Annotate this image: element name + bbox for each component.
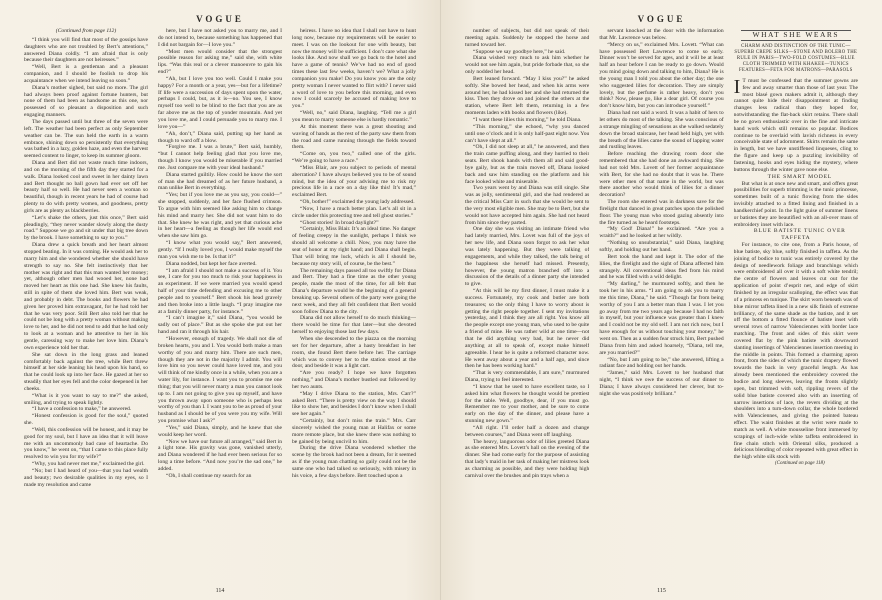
page-number: 115 [657,588,666,594]
paragraph: “Now, I have a much better plan. Let’s all sit in a circle under this protecting tree and tell ghost stories.” [292,205,416,219]
paragraph: “I have a confession to make,” he answered. [32,406,132,413]
column-3 [292,28,416,576]
column-1 [24,28,148,576]
paragraph: “My darling,” he murmured softly, and then he took her in his arms. “I am going to ask you to marry me this time, Diana,” he said. “Though far from being worthy of you I am a better man than I was. I let you go away from me two years ago because I had no faith in myself, but your influence was greater than I knew and I could not be my old self. I am not rich now, but I have enough for us without touching your money,” he went on. Then as a sudden fear struck him, Bert pushed Diana from him and asked hoarsely, “Diana, tell me, are you married?” [599,281,724,356]
paragraph: “Why, you had never met me,” exclaimed the girl. [32,461,145,468]
paragraph: “Mercy on us,” exclaimed Mrs. Lovett. “What can have possessed Bert Lawrence to come so early. Dinner won’t be served for ages, and it will be at least half an hour before I can be ready to go down. Would you mind going down and talking to him, Diana? He is the young man I told you about the other day; the one who suggested lilies for decoration. They are simply lovely, but the perfume is rather heavy, don’t you think? Now, please go, like a dear girl. Of course you don’t know him, but you can introduce yourself.” [599,41,724,110]
paragraph: “Forgive me. I was a brute,” Bert said, humbly, “but I cannot help feeling glad that you love me, though I know you would be miserable if you married me. Just compare me with your ideal husband.” [158,144,282,171]
text-columns [24,28,416,576]
paragraph: “Well, Bert is a gentleman and a pleasant companion, and I should be foolish to drop his acquaintance when we intend leaving so soon.” [24,64,148,84]
section-deck: CHARM AND DISTINCTION OF THE TUNIC—SUPERB CREPE SILKS—STONE AND BOLERO THE RULE IN PARIS—TWO-FOLD COSTUMES—BLUE CLOTH TRIMMED WITH KHAKEE—TUNICS FEATURES—FETA FOR MATRONS—PARASOLS [734,43,858,73]
column-1 [465,28,589,576]
paragraph: Diana nodded, but kept her face averted. [166,260,257,267]
paragraph: “Certainly, Miss Blair. It’s an ideal time. No danger of feeling creepy in the sunlight, perhaps I think we should all welcome a chill. Now, you may have the seat of honor at my right hand; and Diana shall begin. That will bring me luck, which is all I should be, because my story will, of course, be the best.” [292,226,416,267]
paragraph: “Suppose we say goodbye here,” he said. [473,48,566,55]
paragraph: When she descended to the piazza on the morning set for her departure, after a hasty breakfast in her room, she found Bert there before her. The carriage which was to convey her to the station stood at the door, and beside it was a light cart. [292,335,416,370]
paragraph: “This morning,” she echoed, “why you danced until one o’clock and it is only half-past eight now. You can’t have slept at all.” [465,123,590,144]
column-2 [599,28,723,576]
paragraph: “Miss Blair, are you subject to periods of mental aberration? I have always believed you to be of sound mind, but the idea of your advising me to risk my precious life in a race on a day like this! It’s mad,” exclaimed Bert. [292,164,416,199]
subhead: BLUE BATISTE TUNIC OVER TAFFETA [753,228,846,242]
paragraph: “Nothing so unsubstantial,” said Diana, laughing softly, and holding out her hand. [599,240,724,253]
paragraph: “Oh, I shall continue my search for an [166,472,252,479]
paragraph: “Yes; but if you love me as you say, you could—” she stopped, suddenly, and her face flushed crimson. To argue with him seemed like asking him to change his mind and marry her. She did not want him to do that. She knew he was right, and yet that curious ache in her heart—a feeling as though her life would end when she saw him go. [158,192,282,240]
paragraph: “Most men would consider that the strongest possible reason for asking me,” said she, with white lips. “Was this real or a clever manoeuvre to gain his end?” [158,48,282,76]
paragraph: “At this will be my first dinner, I must make it a success. Fortunately, my cook and butler are both treasures; so the only thing I have to worry about is getting the right people together. I sent my invitations yesterday, and I think they are all right. You know all the people except one young man, who used to be quite a friend of mine. He was rather wild at one time—not that he did anything very bad, but he never did anything at all to speak of, except make himself agreeable. I hear he is quite a reformed character now. He went away about a year and a half ago, and since then he has been working hard.” [465,288,590,370]
paragraph: The heavy, languorous odor of lilies greeted Diana as she entered Mrs. Lovett’s hall on the evening of the dinner. She had come early for the purpose of assisting that lady’s maid in her task of making her mistress look as charming as possible, and they were holding high carnival over the brushes and pin trays when a [465,438,590,479]
intro-text: T must be confessed that the summer gowns are few and away smarter than those of last year. The most blasé gown makers admit it, although they cannot quite hide their disappointment at finding changes less radical than they hoped for, notwithstanding the flat-back skirt retains. There shall be no gown enthusiastic over in the fine and intricate hand work which still remains so popular. Bodices continue to be overlaid with lavish richness in every conceivable state of adornment. Skirts remain the same in length, but we have unstiffened linqueses, cling to the figure and keep up a puzzling invisibility of fastening, hooks and eyes hiding the mystery, where buttons through the winter gave none else. [733,77,858,173]
paragraph: “Well, this confession will be honest, and it may be good for my soul, but I have an idea that it will leave me with an uncommonly bad case of heartache. Do you know,” he went on, “that I came to this place fully resolved to win you for my wife?” [24,426,148,461]
continued-note: (Continued on page 118) [774,461,825,467]
paragraph: “Well, no,” said Diana, laughing. “Tell me a girl you mean to marry someone else is hardly romantic.” [292,110,416,123]
drop-cap: I [733,75,741,98]
paragraph: “Let’s shake the others, just this once,” Bert said pleadingly, “they never wander slowly along the dusty road.” Suppose we go and sit under that big tree down by the brook. I have something to say to you.” [24,214,148,242]
paragraph: “I can’t imagine it,” said Diana, “you would be sadly out of place.” But as she spoke she put out her hand and ran it through his hair. [158,315,282,336]
paragraph: “Ah, but I love you too well. Could I make you happy? For a month or a year, yes—but for a lifetime? If life were a succession of days spent upon the water, perhaps I could, but, as it is—no. You see, I know myself too well to be blind to the fact that you are as far above me as the top of yonder mountain. And yet you love me, and I could persuade you to marry me. I love you—” [158,75,282,130]
paragraph: Two years went by and Diana was still single. She was as jolly, sentimental girl, and she had rendered as the critical Miss Carr in such that she would be sent to the very most eligible men. She may be to Bert, but she would not have accepted him again. She had not heard from him since they parted. [465,185,590,226]
column-3 [734,28,858,576]
section-header [734,30,858,74]
paragraph: “However, enough of tragedy. We shall not die of broken hearts, you and I. You would both make a man worthy of you and marry him. There are such men, though they are not in the majority I admit. You will love him so you never could have loved me, and you will think of me kindly once in a while, when you are a water lily, for instance. I want you to promise me one thing; that you will never marry a man you cannot look up to. I am not going to give you up myself, and have you thrown away upon someone who is perhaps less worthy of you than I. I want you to be as proud of your husband as I should be of you were you my wife. Will you promise what I ask?” [158,335,282,425]
paragraph: “My God! Diana!” he exclaimed. “Are you a wraith?” and he looked at her wildly. [599,226,724,240]
paragraph: “I want these lilies this morning,” he told Diana. [473,116,582,123]
masthead: VOGUE [196,14,244,24]
paragraph: “I am afraid I should not make a success of it. You see, I care for you too much to risk your happiness in an experiment. If we were married you would spend half of your time defending and excusing me to other people and to yourself.” Bert shook his head gravely and then broke into a little laugh. “I pray imagine me at a family dinner party, for instance.” [158,267,282,315]
paragraph: “Now we have our future all arranged,” said Bert in a light tone. His gravity was gone, vanished utterly, and Diana wondered if he had ever been serious for so long a time before. “And now you’re the sad one,” he added. [158,438,282,472]
paragraph: The remaining days passed all too swiftly for Diana and Bert. They had a fine time as the other young people, made the most of the time, for all felt that Diana’s departure would be the beginning of a general breaking up. Several others of the party were going the next week, and they all felt confident that Bert would soon follow Diana to the city. [292,267,416,315]
paragraph: At this moment there was a great shouting and waving of hands as the rest of the party saw them from the road and came running through the fields toward them. [292,123,416,151]
paragraph: “Are you ready? I hope we have forgotten nothing,” and Diana’s mother bustled out followed by her two aunts. [292,370,416,390]
column-body [24,37,148,489]
right-page [441,0,882,600]
paragraph: “Ghost stories! In broad daylight?” [300,219,379,226]
column-2 [158,28,282,576]
paragraph: But what is at once new and smart, and offers great possibilities for superb trimming is the tunic princesse, sometimes built of a tunic flowing from the sides invisibly attached to a fitted lining and finished in a handkerchief point. In the light guise of summer linens or batistes they are beautified with an all-over mass of embroidery inset with lace. [733,180,858,228]
text-columns [465,28,858,576]
paragraph: During the drive Diana wondered whether the scene by the brook had not been a dream, for it seemed as if the young man chatting so gaily could not be the same one who had talked so seriously, with misery in his voice, a few days before. Bert touched upon a [292,445,416,479]
paragraph: “I know what you would say,” Bert answered, gently. “If I really loved you, I would make myself the man you wish me to be. Is that it?” [158,240,282,260]
intro-paragraph [733,75,858,174]
paragraph: “James,” said Mrs. Lovett to her husband that night, “I think we owe the success of our dinner to Diana; I have always considered her clever, but to-night she was positively brilliant.” [599,370,724,397]
paragraph: “No; but I had heard of you—that you had wealth and beauty; two desirable qualities in my eyes, so I made my resolution and came [24,468,148,488]
paragraph: “Come on, you two,” called one of the girls. “We’re going to have a race.” [292,151,416,165]
paragraph: “I think you will find that most of the gossips have daughters who are not troubled by Bert’s attentions,” answered Diana coldly. “I am afraid that is only because their daughters are not heiresses.” [24,36,148,64]
paragraph: Diana wished very much to ask him whether he would not see him again, but pride forbade that, so she only nodded her head. [465,55,590,76]
subhead: THE SMART MODEL [767,173,833,180]
column-body [292,28,416,480]
column-body [465,28,589,480]
paragraph: number of subjects, but did not speak of their meeting again. Suddenly he stopped the horse and turned toward her. [465,28,590,48]
paragraph: “That is very commendable, I am sure,” murmured Diana, trying to feel interested. [465,370,590,384]
paragraph: “Ah, don’t,” Diana said, putting up her hand as though to ward off a blow. [158,130,282,144]
paragraph: “Certainly, but don’t miss the train.” Mrs. Carr sincerely wished the young man at Halifax or some more remote place, but she knew there was nothing to be gained by being uncivil to him. [292,418,416,445]
paragraph: The days passed until but three of the seven were left. The weather had been perfect as only September weather can be. The sun held the earth in a warm embrace, shining down so persistently that everything was bathed in a lazy, golden haze, and even the harvest seemed content to linger, to keep its summer gloom. [24,118,148,160]
paragraph: Diana’s mother sighed, but said no more. The girl had always been proof against fortune hunters, but none of them had been as handsome as this one, nor possessed of so pleasant a disposition and such engaging manners. [24,84,148,119]
column-body [158,28,282,480]
paragraph: “Oh, bother!” exclaimed the young lady addressed. [300,199,415,206]
continued-note: (Continued from page 112) [55,28,117,34]
paragraph: here, but I have not asked you to marry me, and I do not intend to, because something has happened that I did not bargain for—I love you.” [158,28,282,48]
paragraph: servant knocked at the door with the information that Mr. Lawrence was below. [599,28,724,41]
paragraph: For instance, to cite one, from a Paris house, of blue batiste, sky blue, softly finished in taffeta. As the joining of bodice to tunic was entirely covered by the design of needlework foliage and branchings which were embroidered all over it with a soft white tendril; the centre of flowers and leaves cut out for the application of point d’esprit net, and edge of skirt finished by an irregular scalloping, the effect was that of a princess en tunique. The skirt worn beneath was of blue mirror taffeta lined in a new silk finish of extreme brilliancy, of the same shade as the batiste, and it set off the bottom a fitted flounce of batiste inset with several rows of narrow Valenciennes with border lace matching. The front and sides of this skirt were covered flat by the pink batiste with downward slanting insertings of Valenciennes insertion meeting in the middle in points. This formed a charming apron front, from the sides of which the tunic drapery flowed towards the back in very graceful length. As has already been mentioned the embroidery covered the bodice and long sleeves, leaving the fronts slightly open, but trimmed with soft, rippling revers of the solid blue batiste covered also with an inserting of narrow insertions of lace, the revers dividing at the shoulders into a turn-down collar, the whole bordered with Valenciennes, and giving the pointed bateau effect. The waist finishes at the wrist were made to match as well. A white mousseline front immersed by scrapings of inch-wide white taffeta embroidered in fine chain stitch with Oriental silks, produced a delicious blending of color repeated with great effect in the high white silk stock with [733,242,858,461]
paragraph: “May I drive Diana to the station, Mrs. Carr?” asked Bert. “There is pretty view on the way I should like to show her, and besides I don’t know when I shall see her again.” [292,390,416,418]
paragraph: Diana had not said a word. It was a habit of hers to let others do most of the talking. She was conscious of a strange mingling of sensations as she walked sedately down the broad staircase, her head held high, yet with the breath of the lilies came the sound of lapping water and rustling leaves. [599,110,724,151]
paragraph: Diana started guiltily. How could he know the sort of man she had dreamed of as her future husband, a man unlike Bert in everything. [158,171,282,192]
paragraph: Before reaching the drawing room door she remembered that she had done an awkward thing. She had not told Mrs. Lovett of her former acquaintance with Bert, for she had no doubt that it was he. There were other men of that name in the world, but was there another who would think of lilies for a dinner decoration? [599,151,724,199]
paragraph: “Oh, I did not sleep at all,” he answered, and then the train came puffing along, and they hurried to their seats. Bert shook hands with them all and said good-bye gaily, but as the train moved off, Diana looked back and saw him standing on the platform and his face looked white and miserable. [465,144,590,185]
paragraph: One day she was visiting an intimate friend who had lately married, Mrs. Lovet was full of the joys of her new life, and Diana soon forgot to ask her what was lately happening. But they were talking of engagements, and while they talked, the talk being of the happiness she herself had missed. Presently, however, the young matron branched off into a discussion of the details of a dinner party she intended to give. [465,226,590,288]
paragraph: Bert leaned forward. “May I kiss you?” he asked softly. She bowed her head, and when his arms were around her, he had kissed her and she had returned the kiss. Then they drove on and joined the others at the station, where Bert left them, returning in a few moments laden with books and flowers (like). [465,75,590,117]
paragraph: Diana drew a quick breath and her heart almost stopped beating. In it was coming. He would ask her to marry him and she wondered whether she should have strength to say no. She felt instinctively that her mother was right and that this man wanted her money; yet, although other men had wooed her, none had moved her heart as this one had. She knew his faults, still in spite of them she loved him. Bert was weak, and probably in debt. The books and flowers he had given her proved him extravagant, for he had told her that he was very poor. Still Bert also told her that he could not be long with a pretty woman without making love to her, and he did not tend to add that he had only to look at a woman and he attentive to her in his gentle, caressing way to make her love him. Diana’s own experience told her that. [24,242,148,351]
paragraph: “All right. I’ll order half a dozen and change between courses,” and Diana went off laughing. [465,424,590,438]
paragraph: Diana and Bert did not waste much time indoors, and on the morning of the fifth day they started for a walk. Diana looked cool and sweet in her dainty lawn and Bert thought no ball gown had ever set off her beauty half so well. He had never seen a woman so beautiful, though in recent years he had of course had plenty to do with pretty women, and goodness, pretty girls are as plenty as blackberries. [24,160,148,214]
paragraph: Bert took the hand and kept it. The odor of the lilies, the firelight and the sight of Diana affected him strangely. All conventional ideas fled from his mind and he was filled with a wild delight. [599,253,724,281]
paragraph: “Honest confession is good for the soul,” quoted she. [24,413,148,427]
section-title: WHAT SHE WEARS [741,30,852,41]
paragraph: “I know that he used to have excellent taste, so I asked him what flowers he thought would be prettiest for the table. Well, goodbye, dear, if you must go. Remember me to your mother, and be sure to come early on the day of the dinner, and please have a stunning new gown.” [465,383,590,425]
paragraph: heiress. I have no idea that I shall not have to hunt long now, because my requirements will be easier to meet. I was on the lookout for one with beauty, but now the money will be sufficient. I don’t care what she looks like. And now shall we go back to the hotel and have a game of tennis? We’ve had no end of good times these last few weeks, haven’t we? What a jolly companion you make! Do you know you are the only pretty woman I never wanted to flirt with? I never said a word of love to you before this morning, and even now I could scarcely be accused of making love to you.” [292,28,416,110]
masthead: VOGUE [637,14,686,24]
paragraph: She sat down in the long grass and leaned comfortably back against the tree, while Bert threw himself at her side leaning his head upon his hand, so that he could look up into her face. He gazed at her so steadily that her eyes fell and the color deepened in her cheeks. [24,351,148,392]
page-number: 114 [215,588,225,594]
paragraph: “No, but I am going to be,” she answered, lifting a radiant face and holding out her hands. [599,356,724,370]
paragraph: “What is it you want to say to me?” she asked, smiling, and trying to speak lightly. [24,392,148,406]
paragraph: Diana did not allow herself to do much thinking—there would be time for that later—but she devoted herself to enjoying those last few days. [292,315,416,336]
paragraph: “Yes,” said Diana, simply, and he knew that she would keep her word. [158,424,282,438]
column-body [599,28,723,398]
paragraph: The room she entered was in darkness save for the firelight that danced in great patches upon the polished floor. The young man who stood gazing absently into the fire turned as he heard footsteps. [599,199,724,226]
